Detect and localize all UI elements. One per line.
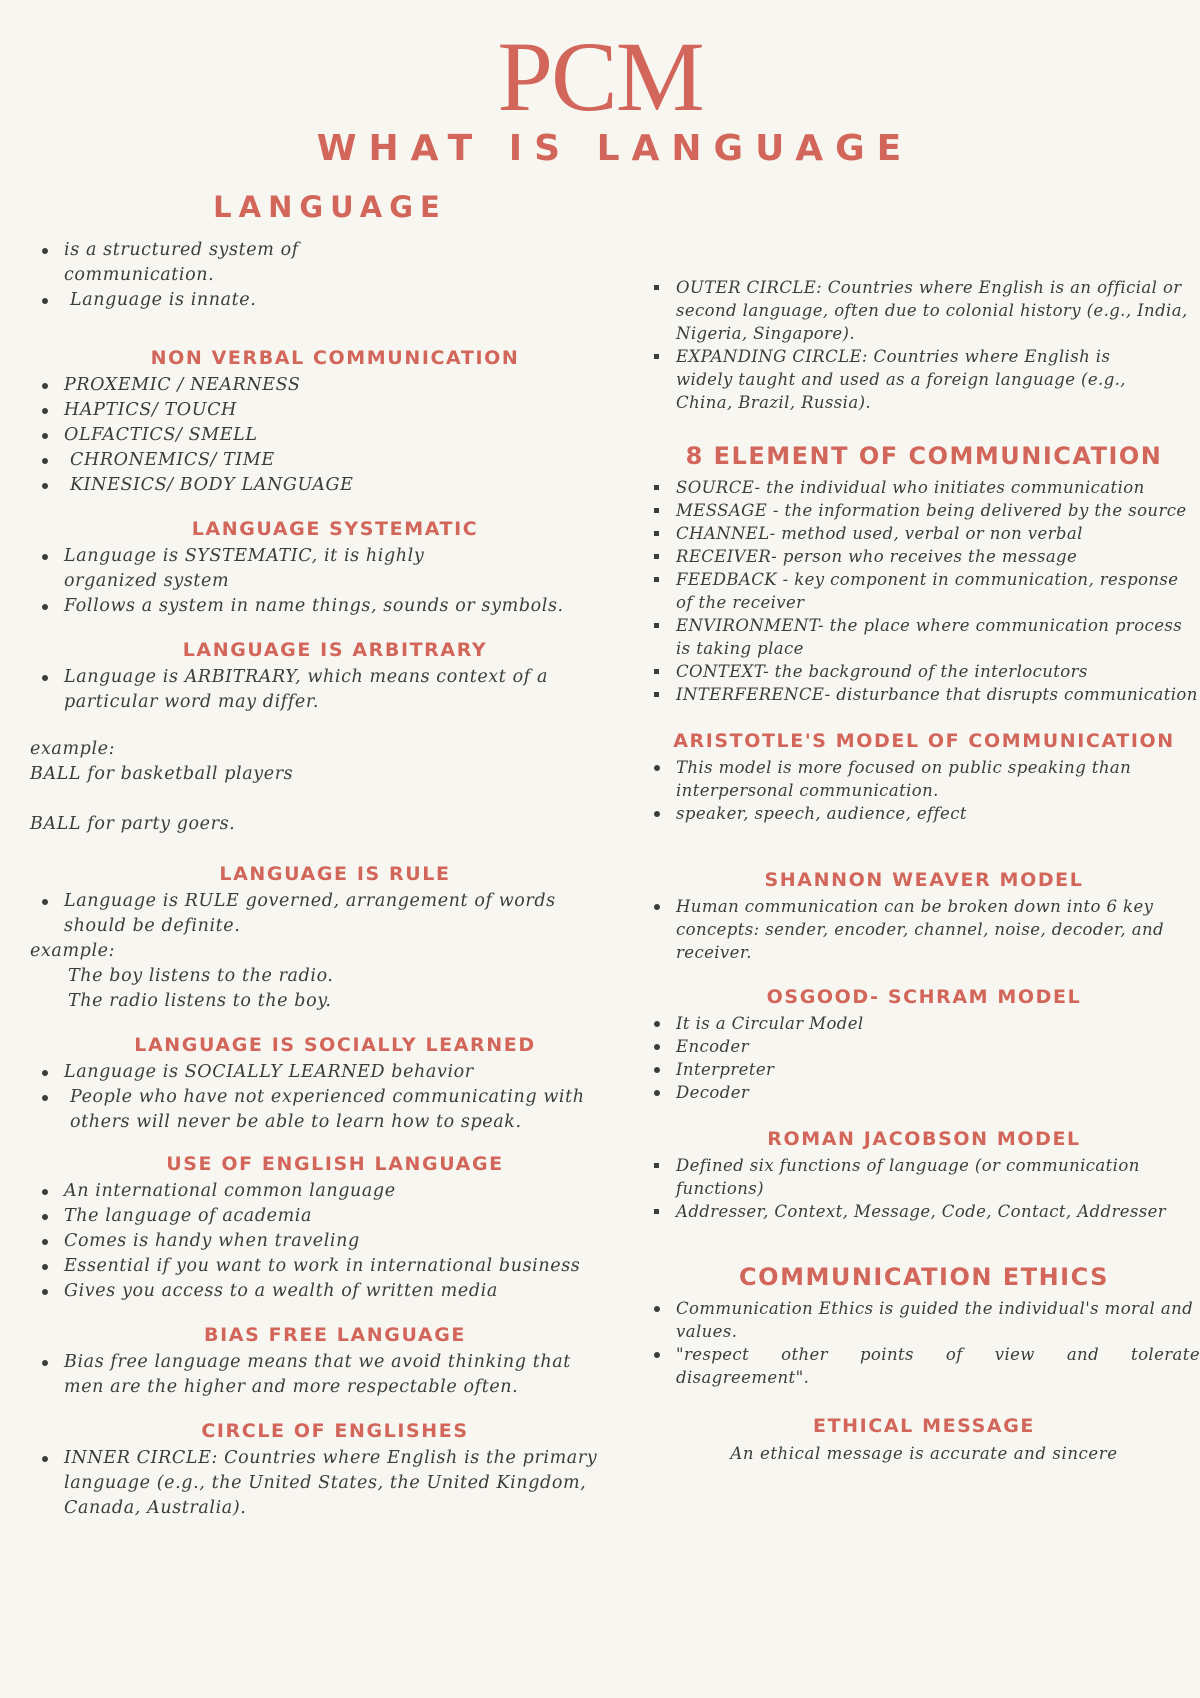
page-subtitle: WHAT IS LANGUAGE [316, 128, 914, 169]
bullet-list [30, 1446, 614, 1521]
list-item: CHRONEMICS/ TIME [64, 448, 640, 473]
section-rule [30, 863, 640, 1014]
section-communication-ethics [648, 1263, 1200, 1389]
list-item: KINESICS/ BODY LANGUAGE [64, 473, 640, 498]
section-systematic [30, 518, 640, 619]
section-heading: ETHICAL MESSAGE [813, 1415, 1035, 1437]
section-roman-jacobson [648, 1128, 1200, 1223]
list-item: RECEIVER- person who receives the message [676, 545, 1200, 568]
list-item: Gives you access to a wealth of written media [64, 1279, 640, 1304]
right-column [648, 276, 1200, 1466]
section-heading: ROMAN JACOBSON MODEL [767, 1128, 1081, 1150]
list-item: Human communication can be broken down into 6 key concepts: sender, encoder, channel, noise, decoder, and receiver. [676, 895, 1200, 964]
list-item: INTERFERENCE- disturbance that disrupts communication [676, 683, 1200, 706]
bullet-list [648, 276, 1200, 414]
section-aristotle [648, 730, 1200, 825]
page-title: PCM [497, 21, 703, 132]
list-item: ENVIRONMENT- the place where communication process is taking place [676, 614, 1200, 660]
section-heading: LANGUAGE [213, 190, 447, 224]
left-column [30, 190, 640, 1521]
bullet-list [30, 1179, 640, 1304]
section-heading: LANGUAGE IS SOCIALLY LEARNED [134, 1034, 536, 1056]
list-item: Bias free language means that we avoid thinking that men are the higher and more respectable often. [64, 1350, 614, 1400]
list-item: Communication Ethics is guided the individual's moral and values. [676, 1297, 1200, 1343]
list-item: is a structured system of communication. [64, 238, 354, 288]
bullet-list [648, 476, 1200, 706]
section-ethical-message [648, 1415, 1200, 1466]
list-item: FEEDBACK - key component in communication, response of the receiver [676, 568, 1200, 614]
list-item: Essential if you want to work in international business [64, 1254, 640, 1279]
list-item: Decoder [676, 1081, 1200, 1104]
list-item: Addresser, Context, Message, Code, Contact, Addresser [676, 1200, 1200, 1223]
bullet-list [648, 1012, 1200, 1104]
section-shannon-weaver [648, 869, 1200, 964]
section-heading: NON VERBAL COMMUNICATION [150, 347, 520, 369]
list-item: This model is more focused on public speaking than interpersonal communication. [676, 756, 1200, 802]
list-item: INNER CIRCLE: Countries where English is the primary language (e.g., the United States, the United Kingdom, Canada, Australia). [64, 1446, 614, 1521]
bullet-list [30, 373, 640, 498]
list-item: An international common language [64, 1179, 640, 1204]
bullet-list [30, 1350, 614, 1400]
example-text: The boy listens to the radio. [68, 966, 334, 986]
bullet-list [648, 1154, 1200, 1223]
list-item: Follows a system in name things, sounds or symbols. [64, 594, 604, 619]
list-item: Language is SOCIALLY LEARNED behavior [64, 1060, 624, 1085]
list-item: HAPTICS/ TOUCH [64, 398, 640, 423]
section-arbitrary [30, 639, 640, 837]
list-item: Language is RULE governed, arrangement of words should be definite. [64, 889, 574, 939]
bullet-list [30, 665, 574, 715]
section-osgood-schram [648, 986, 1200, 1104]
example-text: BALL for basketball players [30, 764, 294, 784]
section-bias-free [30, 1324, 640, 1400]
list-item: EXPANDING CIRCLE: Countries where English is widely taught and used as a foreign language (e.g., China, Brazil, Russia). [676, 345, 1136, 414]
list-item: Defined six functions of language (or communication functions) [676, 1154, 1200, 1200]
section-language [30, 190, 640, 313]
section-heading: 8 ELEMENT OF COMMUNICATION [685, 442, 1163, 470]
bullet-list [30, 544, 604, 619]
list-item: Encoder [676, 1035, 1200, 1058]
list-item: PROXEMIC / NEARNESS [64, 373, 640, 398]
bullet-list [648, 1297, 1200, 1389]
section-heading: LANGUAGE IS RULE [219, 863, 451, 885]
list-item: CHANNEL- method used, verbal or non verbal [676, 522, 1200, 545]
section-heading: LANGUAGE IS ARBITRARY [182, 639, 488, 661]
example-label: example: [30, 739, 116, 759]
section-circle-continued [648, 276, 1200, 414]
list-item: SOURCE- the individual who initiates communication [676, 476, 1200, 499]
list-item: Language is innate. [64, 288, 354, 313]
bullet-list [648, 895, 1200, 964]
section-heading: COMMUNICATION ETHICS [739, 1263, 1109, 1291]
list-item: CONTEXT- the background of the interlocutors [676, 660, 1200, 683]
section-elements [648, 442, 1200, 706]
section-heading: CIRCLE OF ENGLISHES [201, 1420, 469, 1442]
list-item: Language is SYSTEMATIC, it is highly organized system [64, 544, 524, 594]
list-item: OLFACTICS/ SMELL [64, 423, 640, 448]
list-item: Interpreter [676, 1058, 1200, 1081]
list-item: The language of academia [64, 1204, 640, 1229]
bullet-list [30, 238, 354, 313]
bullet-list [648, 756, 1200, 825]
section-heading: OSGOOD- SCHRAM MODEL [766, 986, 1082, 1008]
section-heading: USE OF ENGLISH LANGUAGE [166, 1153, 504, 1175]
example-label: example: [30, 941, 116, 961]
example-text: BALL for party goers. [30, 814, 236, 834]
list-item: It is a Circular Model [676, 1012, 1200, 1035]
ethical-message-text: An ethical message is accurate and sincere [730, 1444, 1118, 1463]
list-item: speaker, speech, audience, effect [676, 802, 1200, 825]
section-heading: SHANNON WEAVER MODEL [764, 869, 1084, 891]
list-item: Comes is handy when traveling [64, 1229, 640, 1254]
section-circle-of-englishes [30, 1420, 640, 1521]
section-heading: BIAS FREE LANGUAGE [204, 1324, 466, 1346]
list-item: OUTER CIRCLE: Countries where English is an official or second language, often due to colonial history (e.g., India, Nigeria, Singapore). [676, 276, 1200, 345]
list-item: People who have not experienced communicating with others will never be able to learn how to speak. [64, 1085, 624, 1135]
section-heading: LANGUAGE SYSTEMATIC [191, 518, 479, 540]
section-english-use [30, 1153, 640, 1304]
section-social [30, 1034, 640, 1135]
section-heading: ARISTOTLE'S MODEL OF COMMUNICATION [673, 730, 1175, 752]
list-item: "respect other points of view and tolerate disagreement". [676, 1345, 1200, 1387]
bullet-list [30, 889, 574, 939]
list-item: Language is ARBITRARY, which means context of a particular word may differ. [64, 665, 574, 715]
list-item: MESSAGE - the information being delivered by the source [676, 499, 1200, 522]
bullet-list [30, 1060, 624, 1135]
section-nonverbal [30, 347, 640, 498]
example-text: The radio listens to the boy. [68, 991, 332, 1011]
